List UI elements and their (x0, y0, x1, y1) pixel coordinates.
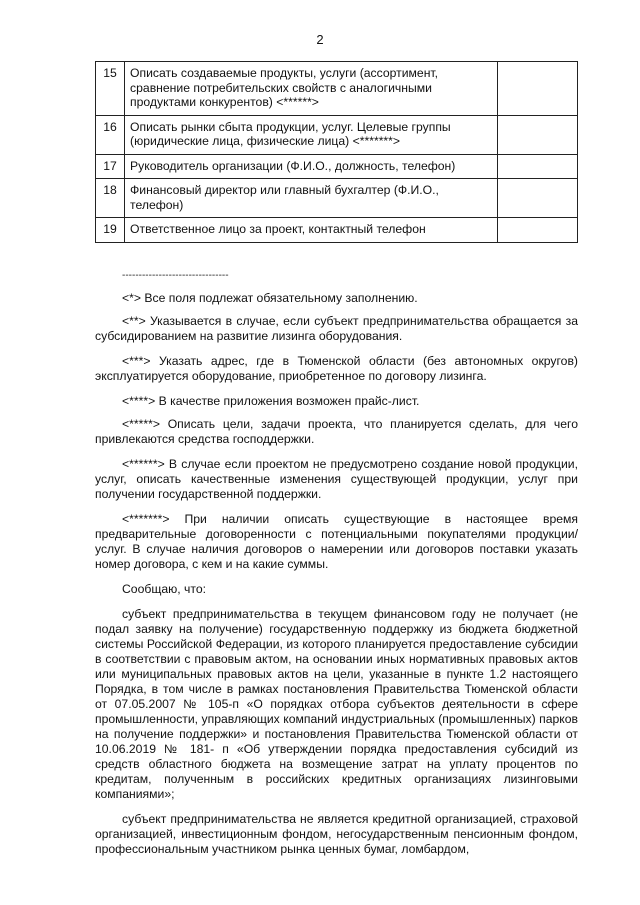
page-number: 2 (316, 32, 324, 47)
statement-paragraph: субъект предпринимательства в текущем финансовом году не получает (не подал заявку на получение) государственную поддержку из бюджета бюджетной системы Российской Федерации, из которого планируется предоставление субсидии в соответствии с правовым актом, на основании иных нормативных правовых актов или муниципальных правовых актов на цели, указанные в пункте 1.2 настоящего Порядка, в том числе в рамках постановления Правительства Тюменской области от 07.05.2007 № 105-п «О порядках отбора субъектов деятельности в сфере промышленности, управляющих компаний индустриальных (промышленных) парков на получение поддержки» и постановления Правительства Тюменской области от 10.06.2019 № 181- п «Об утверждении порядка предоставления субсидий из средств областного бюджета на возмещение затрат на уплату процентов по кредитам, полученным в российских кредитных организациях лизинговыми компаниями»; (95, 607, 578, 801)
row-value-cell[interactable] (497, 179, 577, 218)
footnote: <*****> Описать цели, задачи проекта, что планируется сделать, для чего привлекаются средства господдержки. (95, 417, 578, 446)
row-description: Руководитель организации (Ф.И.О., должность, телефон) (125, 154, 498, 179)
table-row (96, 62, 578, 116)
statement-intro: Сообщаю, что: (122, 582, 207, 596)
statement-paragraph: субъект предпринимательства не является кредитной организацией, страховой организацией, инвестиционным фондом, негосударственным пенсионным фондом, профессиональным участником рынка ценных бумаг, ломбардом, (95, 812, 578, 856)
row-value-cell[interactable] (497, 218, 577, 243)
row-number: 18 (96, 179, 125, 218)
footnotes-and-statement (95, 291, 578, 857)
table-row (96, 179, 578, 218)
table-row (96, 154, 578, 179)
footnote: <******> В случае если проектом не предусмотрено создание новой продукции, услуг, описать качественные изменения существующей продукции, услуг при получении государственной поддержки. (95, 457, 578, 501)
application-table (95, 61, 578, 243)
footnote: <**> Указывается в случае, если субъект предпринимательства обращается за субсидированием на развитие лизинга оборудования. (95, 314, 578, 343)
row-number: 19 (96, 218, 125, 243)
table-row (96, 115, 578, 154)
footnote: <*> Все поля подлежат обязательному заполнению. (122, 291, 418, 305)
row-number: 17 (96, 154, 125, 179)
table-row (96, 218, 578, 243)
footnote: <****> В качестве приложения возможен прайс-лист. (122, 394, 420, 408)
row-value-cell[interactable] (497, 115, 577, 154)
row-number: 16 (96, 115, 125, 154)
footnote: <*******> При наличии описать существующие в настоящее время предварительные договоренности с потенциальными покупателями продукции/услуг. В случае наличия договоров о намерении или договоров поставки указать номер договора, с кем и на какие суммы. (95, 512, 578, 571)
row-description: Описать рынки сбыта продукции, услуг. Целевые группы (юридические лица, физические лица) <*******> (125, 115, 498, 154)
row-description: Финансовый директор или главный бухгалтер (Ф.И.О., телефон) (125, 179, 498, 218)
row-description: Ответственное лицо за проект, контактный телефон (125, 218, 498, 243)
row-number: 15 (96, 62, 125, 116)
footnote: <***> Указать адрес, где в Тюменской области (без автономных округов) эксплуатируется оборудование, приобретенное по договору лизинга. (95, 354, 578, 383)
row-description: Описать создаваемые продукты, услуги (ассортимент, сравнение потребительских свойств с аналогичными продуктами конкурентов) <******> (125, 62, 498, 116)
footnote-separator: -------------------------------- (122, 270, 229, 281)
row-value-cell[interactable] (497, 154, 577, 179)
row-value-cell[interactable] (497, 62, 577, 116)
